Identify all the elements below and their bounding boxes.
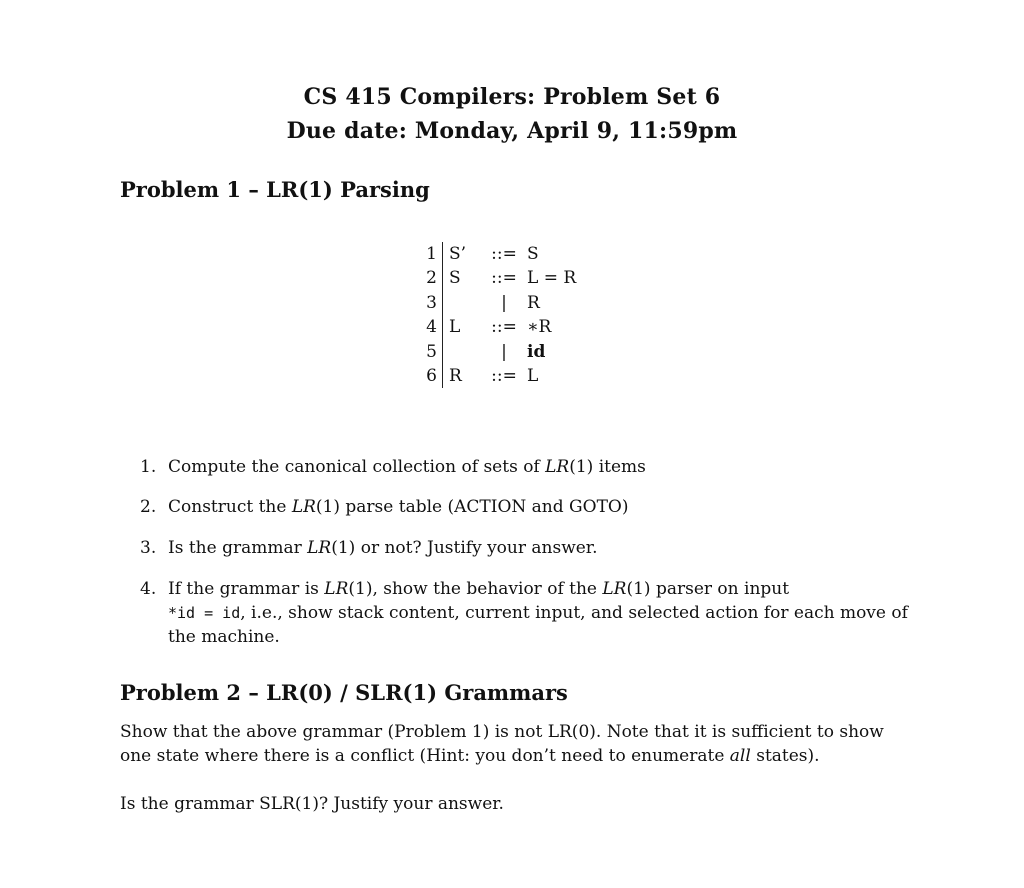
list-text [168,577,908,649]
text-run: (1), show the behavior of the [348,579,603,599]
due-date: Due date: Monday, April 9, 11:59pm [286,118,738,144]
rule-lhs: S [449,268,461,289]
grammar-row [415,291,576,315]
rule-op: | [501,341,507,362]
text-run: (1) parser on input [626,579,790,599]
text-run: Construct the [168,497,292,517]
rule-lhs: S’ [449,244,467,264]
text-run: If the grammar is [168,579,325,599]
list-text [168,455,908,479]
rule-op: ::= [491,366,517,387]
rule-number: 1 [415,242,443,266]
text-run: (1) items [569,457,646,477]
list-number: 2. [140,497,157,517]
grammar-row [415,242,576,266]
grammar-row [415,266,576,290]
text-run: Is the grammar [168,538,308,558]
list-text [168,495,908,519]
text-run: (1) parse table (ACTION and GOTO) [315,497,629,517]
rule-lhs [443,340,482,364]
rule-rhs: L = R [527,268,577,289]
document-title: CS 415 Compilers: Problem Set 6 [303,84,721,110]
problem2-paragraph-2: Is the grammar SLR(1)? Justify your answer. [120,794,504,814]
list-number: 4. [140,579,157,599]
text-run: Compute the canonical collection of sets of [168,457,546,477]
rule-rhs: S [527,244,539,264]
problem2-heading: Problem 2 – LR(0) / SLR(1) Grammars [120,680,568,705]
text-run: (1) or not? Justify your answer. [331,538,598,558]
rule-op: ::= [491,244,517,264]
rule-lhs [443,291,482,315]
rule-rhs: id [527,341,546,362]
input-string-code: *id = id [168,604,241,622]
math-lr: LR [602,579,627,599]
rule-rhs: ∗R [527,317,552,338]
rule-number: 3 [415,291,443,315]
grammar-table [415,242,576,388]
rule-number: 2 [415,266,443,290]
rule-op: ::= [491,268,517,289]
rule-op: ::= [491,317,517,338]
list-text [168,536,908,560]
list-number: 3. [140,538,157,558]
rule-number: 5 [415,340,443,364]
grammar-row [415,340,576,364]
problem2-paragraph-1 [120,720,910,768]
math-lr: LR [291,497,316,517]
text-run: states). [750,746,820,766]
rule-op: | [501,292,507,313]
grammar-row [415,364,576,388]
problem1-heading: Problem 1 – LR(1) Parsing [120,177,430,202]
text-run: Show that the above grammar (Problem 1) is not LR(0). Note that it is sufficient to show one state where there is a conflict (Hint: you don’t need to enumerate [120,722,884,766]
math-lr: LR [307,538,332,558]
emphasis-text: all [729,746,751,766]
grammar-row [415,315,576,339]
rule-rhs: L [527,366,539,387]
rule-number: 4 [415,315,443,339]
math-lr: LR [324,579,349,599]
rule-rhs: R [527,292,540,313]
rule-number: 6 [415,364,443,388]
text-run: , i.e., show stack content, current input, and selected action for each move of the machine. [168,603,908,647]
rule-lhs: R [449,366,462,387]
list-number: 1. [140,457,157,477]
rule-lhs: L [449,317,461,338]
math-lr: LR [545,457,570,477]
